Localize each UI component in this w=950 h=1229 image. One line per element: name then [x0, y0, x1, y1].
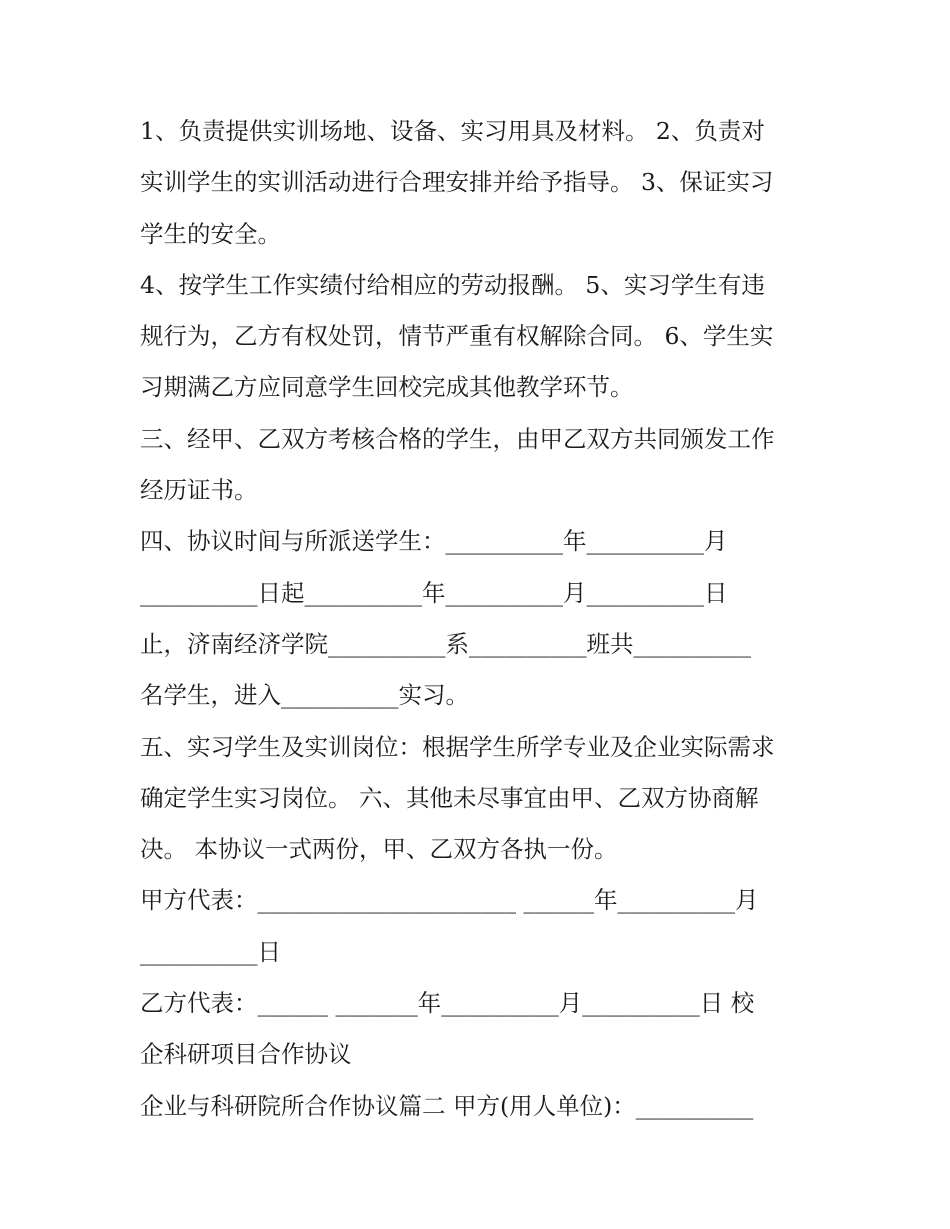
document-page — [140, 106, 820, 1132]
text-line: 学生的安全。 — [140, 219, 281, 248]
text-line: 决。 本协议一式两份，甲、乙双方各执一份。 — [140, 835, 618, 864]
text-line: 1、负责提供实训场地、设备、实习用具及材料。 2、负责对 — [140, 117, 765, 145]
text-line: __________日 — [140, 937, 281, 966]
text-line: 乙方代表：______ _______年__________月__________日 校 — [140, 989, 755, 1018]
text-line: 五、实习学生及实训岗位：根据学生所学专业及企业实际需求 — [140, 732, 775, 761]
text-line: 名学生，进入__________实习。 — [140, 681, 469, 710]
text-line: __________日起__________年__________月__________日 — [140, 578, 728, 607]
text-line: 企科研项目合作协议 — [140, 1040, 352, 1069]
text-line: 止，济南经济学院__________系__________班共__________ — [140, 629, 751, 658]
text-line: 规行为，乙方有权处罚，情节严重有权解除合同。 6、学生实 — [140, 322, 774, 351]
text-line: 三、经甲、乙双方考核合格的学生，由甲乙双方共同颁发工作 — [140, 424, 775, 453]
text-line: 经历证书。 — [140, 476, 258, 505]
text-line: 四、协议时间与所派送学生：__________年__________月 — [140, 527, 728, 556]
text-line: 4、按学生工作实绩付给相应的劳动报酬。 5、实习学生有违 — [140, 270, 765, 299]
text-line: 甲方代表：______________________ ______年__________月 — [140, 886, 759, 915]
text-line: 企业与科研院所合作协议篇二 甲方(用人单位)：__________ — [140, 1091, 754, 1120]
text-line: 确定学生实习岗位。 六、其他未尽事宜由甲、乙双方协商解 — [140, 783, 759, 812]
text-line: 习期满乙方应同意学生回校完成其他教学环节。 — [140, 373, 634, 402]
text-line: 实训学生的实训活动进行合理安排并给予指导。 3、保证实习 — [140, 168, 774, 197]
